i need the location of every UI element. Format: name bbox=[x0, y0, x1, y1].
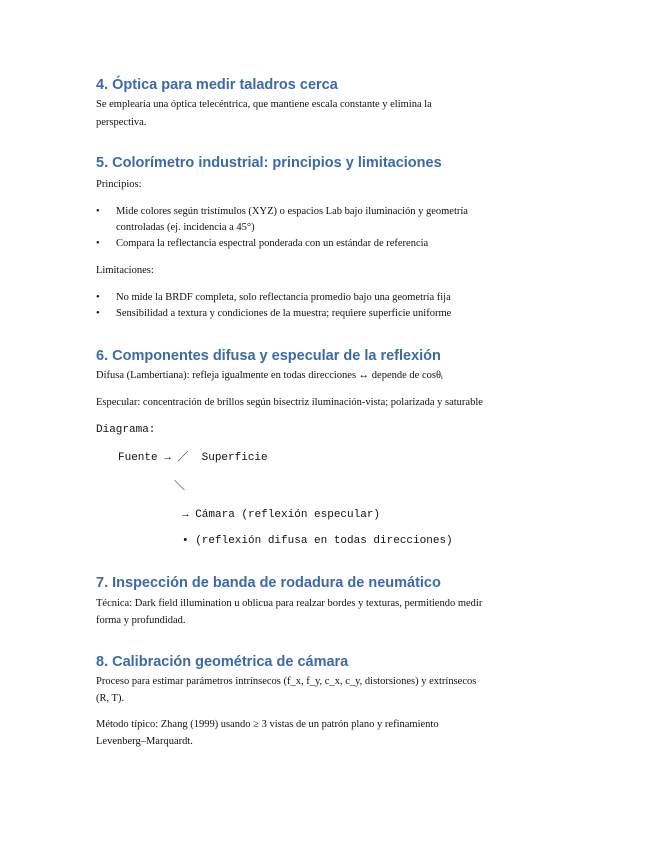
section-8-text-line-3: Método típico: Zhang (1999) usando ≥ 3 vistas de un patrón plano y refinamiento bbox=[96, 719, 439, 730]
section-6-heading: 6. Componentes difusa y especular de la reflexión bbox=[96, 348, 441, 364]
list-item-text: No mide la BRDF completa, solo reflectancia promedio bajo una geometría fija bbox=[116, 292, 451, 303]
section-4-text-line-2: perspectiva. bbox=[96, 117, 147, 128]
principles-label: Principios: bbox=[96, 179, 142, 190]
limitations-label: Limitaciones: bbox=[96, 265, 154, 276]
section-8-heading: 8. Calibración geométrica de cámara bbox=[96, 654, 349, 670]
diagram-line-diffuse: • (reflexión difusa en todas direcciones) bbox=[182, 535, 453, 547]
bullet-icon: • bbox=[96, 206, 100, 217]
bullet-icon: • bbox=[96, 238, 100, 249]
section-8-text-line-2: (R, T). bbox=[96, 693, 125, 704]
bullet-icon: • bbox=[96, 308, 100, 319]
diagram-line-reflection: ＼ bbox=[174, 481, 185, 493]
diagram-line-camera: → Cámara (reflexión especular) bbox=[182, 509, 381, 521]
section-7-text-line-1: Técnica: Dark field illumination u oblicua para realzar bordes y texturas, permitiendo medir bbox=[96, 598, 483, 609]
diagram-line-source: Fuente → ／ Superficie bbox=[118, 452, 268, 464]
list-item-text: Sensibilidad a textura y condiciones de la muestra; requiere superficie uniforme bbox=[116, 308, 452, 319]
section-8-text-line-1: Proceso para estimar parámetros intrínsecos (f_x, f_y, c_x, c_y, distorsiones) y extrínsecos bbox=[96, 676, 477, 687]
list-item-text: Compara la reflectancia espectral ponderada con un estándar de referencia bbox=[116, 238, 429, 249]
section-7-heading: 7. Inspección de banda de rodadura de neumático bbox=[96, 575, 441, 591]
specular-text: Especular: concentración de brillos según bisectriz iluminación-vista; polarizada y saturable bbox=[96, 397, 483, 408]
section-4-heading: 4. Óptica para medir taladros cerca bbox=[96, 77, 338, 93]
section-4-text-line-1: Se emplearía una óptica telecéntrica, que mantiene escala constante y elimina la bbox=[96, 99, 432, 110]
list-item-text: Mide colores según tristímulos (XYZ) o espacios Lab bajo iluminación y geometría bbox=[116, 206, 468, 217]
section-7-text-line-2: forma y profundidad. bbox=[96, 615, 186, 626]
diffuse-text: Difusa (Lambertiana): refleja igualmente en todas direcciones ↔ depende de cosθᵢ bbox=[96, 370, 443, 381]
bullet-icon: • bbox=[96, 292, 100, 303]
diagram-label: Diagrama: bbox=[96, 424, 156, 436]
section-5-heading: 5. Colorímetro industrial: principios y limitaciones bbox=[96, 155, 442, 171]
section-8-text-line-4: Levenberg–Marquardt. bbox=[96, 736, 193, 747]
list-item-text: controladas (ej. incidencia a 45°) bbox=[116, 222, 255, 233]
